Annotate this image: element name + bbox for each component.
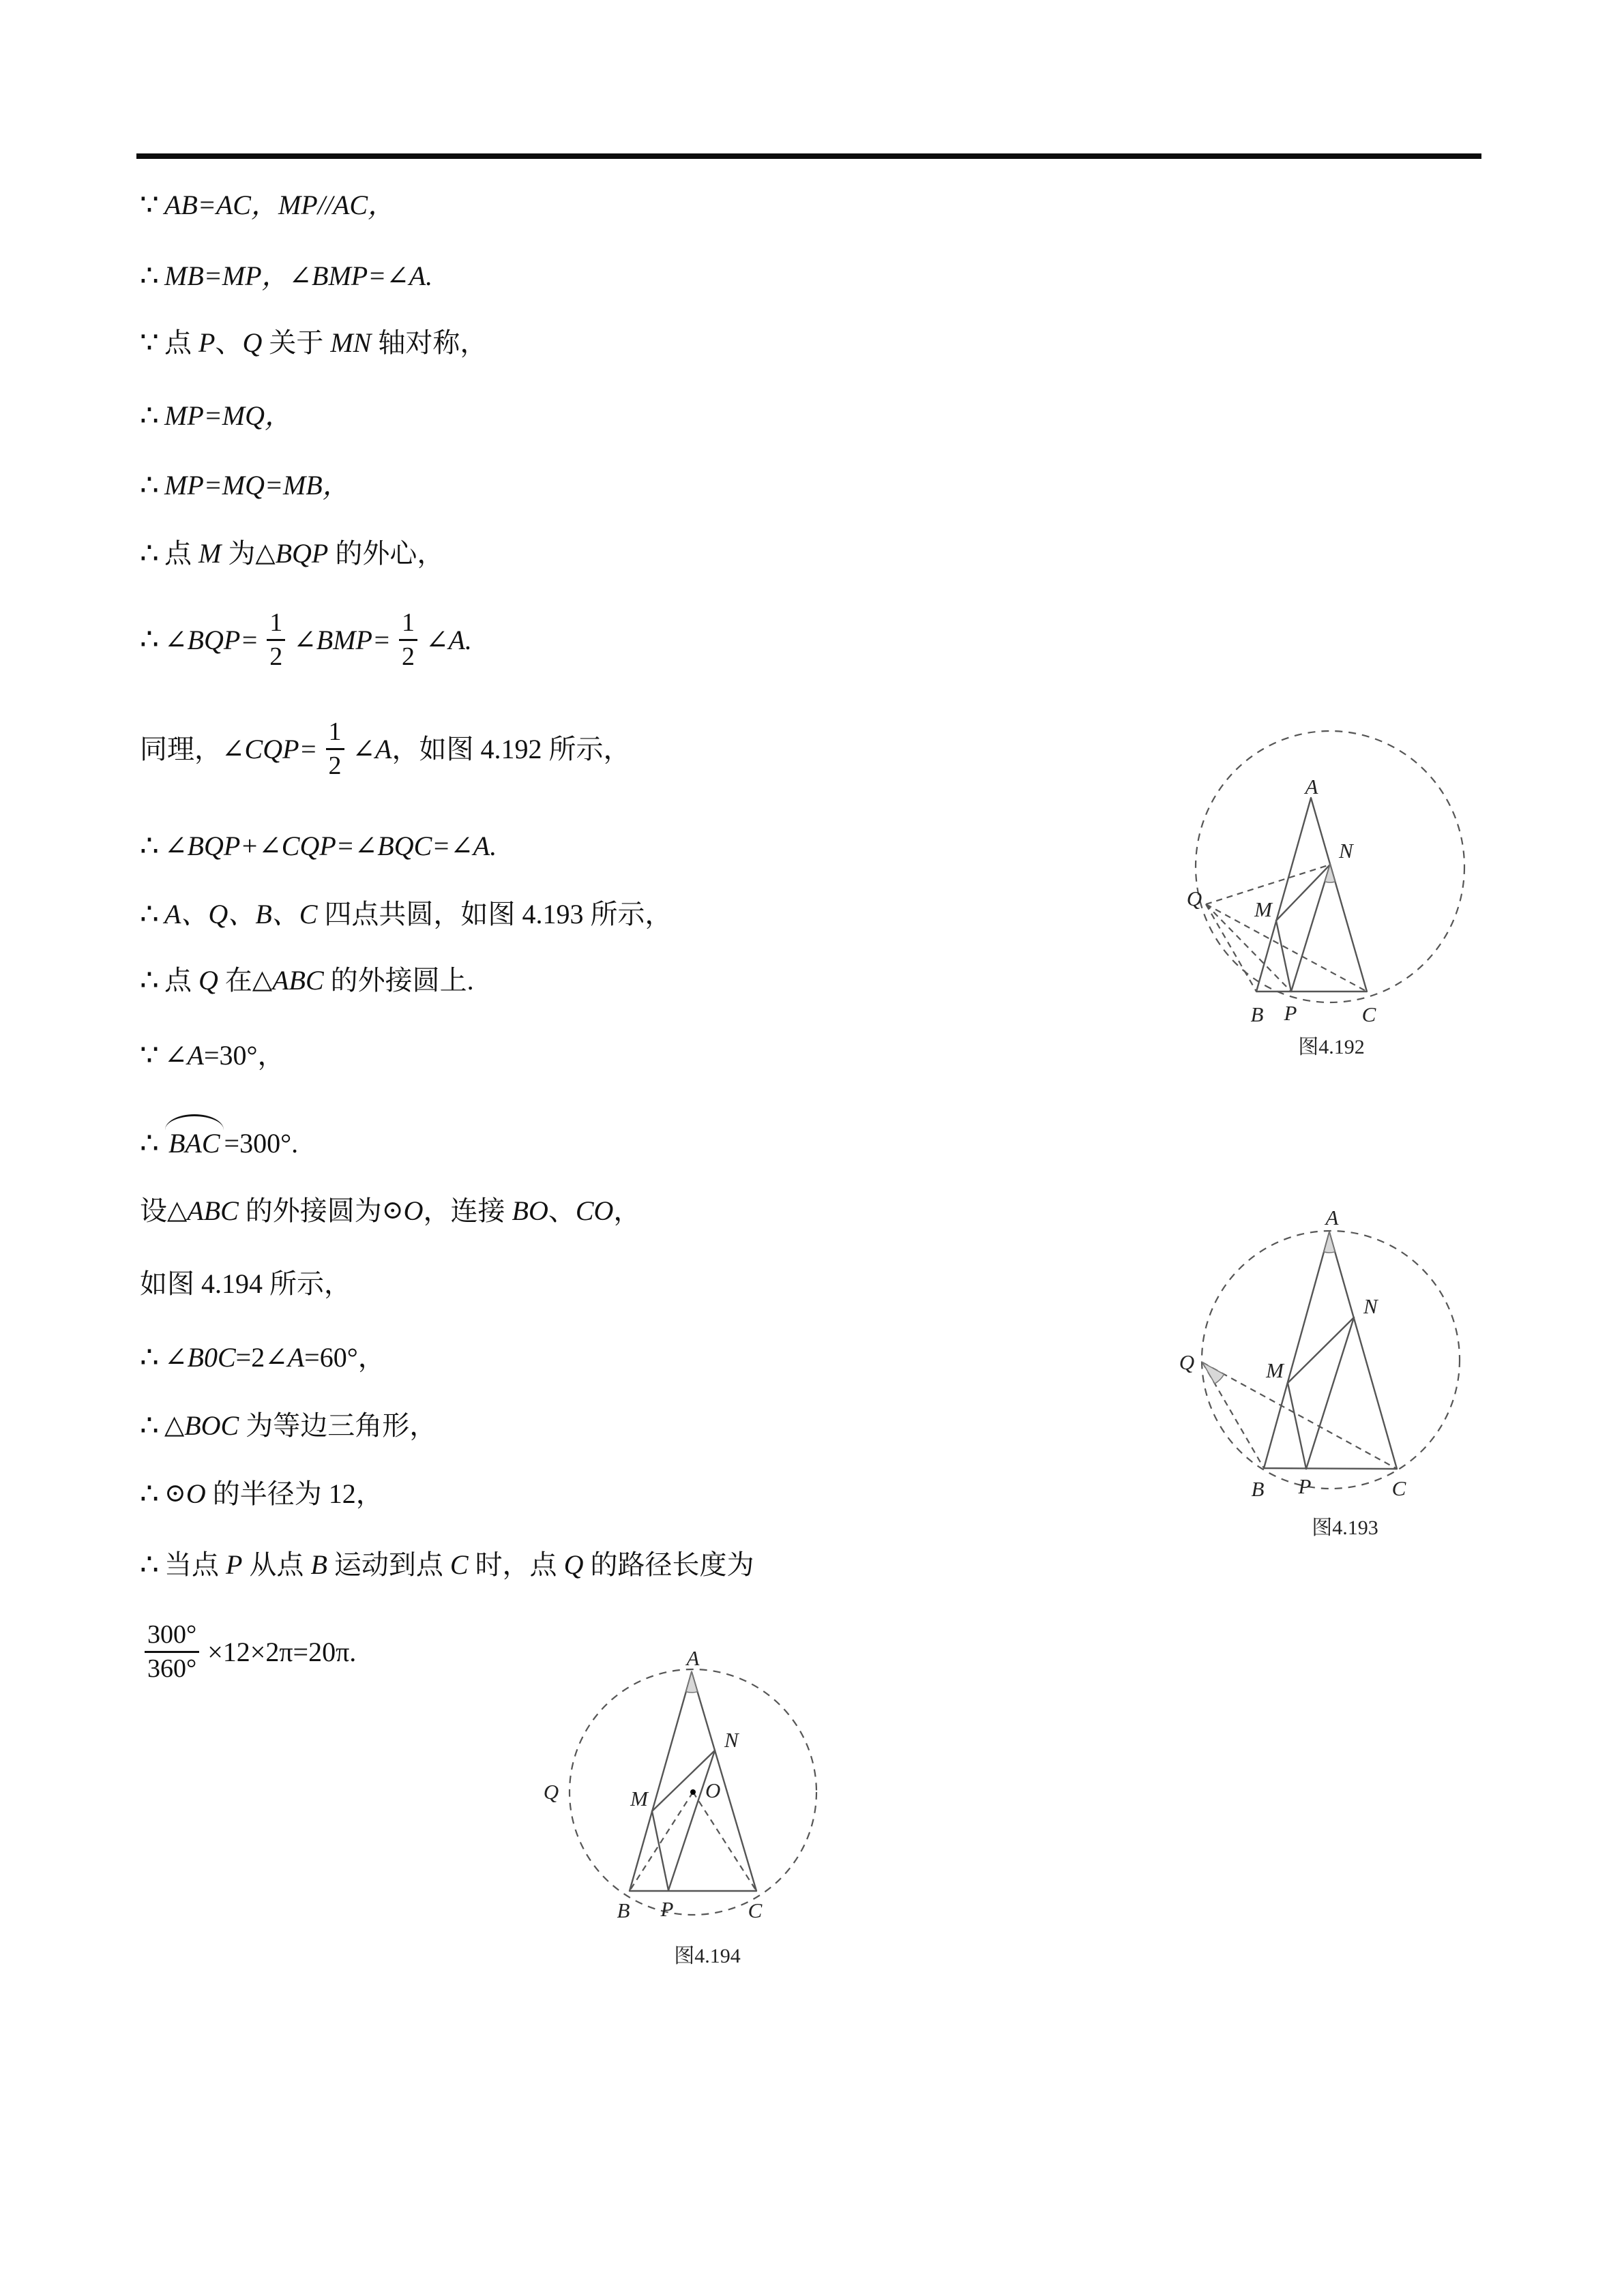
therefore-sign: ∴ (140, 1548, 159, 1581)
math-text: C (449, 1549, 469, 1581)
therefore-sign: ∴ (140, 897, 159, 931)
proof-line-12 (140, 1039, 285, 1073)
math-text: =30°， (203, 1040, 285, 1071)
point-label-B: B (1251, 1477, 1265, 1501)
cn-text: 点 (164, 538, 198, 569)
therefore-sign: ∴ (140, 1127, 159, 1160)
math-text: MN (330, 327, 372, 359)
math-text: P (198, 327, 216, 359)
math-text: B (310, 1549, 327, 1581)
point-label-A: A (1305, 775, 1318, 799)
math-text: Q (198, 965, 218, 996)
top-horizontal-rule (136, 153, 1481, 159)
math-text: ABC (187, 1195, 239, 1226)
circle-dot-symbol: ⊙ (381, 1196, 404, 1225)
cn-text: 的外接圆为 (238, 1195, 382, 1226)
point-label-Q: Q (1179, 1350, 1195, 1374)
therefore-sign: ∴ (140, 829, 159, 863)
therefore-sign: ∴ (140, 1341, 159, 1374)
figure-4-193 (1166, 1207, 1494, 1545)
fraction-numerator: 1 (401, 608, 415, 637)
cn-text: 的外心， (328, 538, 445, 569)
math-text: ∠A (265, 1342, 305, 1373)
therefore-sign: ∴ (140, 537, 159, 570)
proof-line-7 (140, 609, 472, 671)
math-text: BAC (168, 1128, 220, 1159)
cn-text: 为 (221, 538, 256, 569)
point-label-N: N (1363, 1294, 1378, 1318)
cn-text: 从点 (242, 1549, 311, 1581)
proof-line-20 (145, 1621, 356, 1683)
math-text: ∠A (352, 733, 392, 764)
math-text: BOC (184, 1410, 239, 1442)
math-text: ABC (272, 965, 324, 996)
angle-wedge-at-A (1324, 1232, 1335, 1253)
proof-line-9 (140, 829, 497, 864)
proof-line-2 (140, 259, 432, 294)
cn-text: 当点 (164, 1549, 226, 1581)
figure-ref-number: 4.193 (522, 899, 584, 930)
point-label-C: C (1361, 1002, 1376, 1026)
point-label-N: N (1339, 839, 1353, 863)
because-sign: ∵ (140, 1039, 159, 1072)
math-text: =60°， (304, 1342, 385, 1373)
segment-QC-dashed (1206, 904, 1367, 992)
figure-4-194 (539, 1637, 853, 1978)
proof-line-17 (140, 1409, 437, 1444)
proof-line-10 (140, 897, 672, 932)
segment-MP (1288, 1383, 1306, 1469)
therefore-sign: ∴ (140, 399, 159, 432)
triangle-ABC (630, 1672, 756, 1891)
triangle-symbol: △ (255, 539, 276, 568)
math-text: 12 (328, 1478, 356, 1510)
point-label-P: P (1284, 1001, 1297, 1025)
segment-QB-dashed (1206, 904, 1256, 992)
cn-text: 、 (215, 327, 243, 359)
fraction-one-half (267, 609, 285, 671)
cn-text: ，连接 (423, 1195, 512, 1226)
triangle-symbol: △ (252, 966, 273, 995)
math-text: =300°. (224, 1128, 299, 1159)
fraction-one-half (399, 609, 417, 671)
math-text: ∠BQP= (164, 624, 259, 655)
math-text: ∠BQP+∠CQP=∠BQC=∠A. (164, 831, 497, 862)
cn-text: 在 (218, 965, 252, 996)
math-text: Q (242, 327, 263, 359)
arc-over-BAC (168, 1128, 220, 1159)
therefore-sign: ∴ (140, 468, 159, 502)
math-text: ×12×2π=20π. (207, 1636, 357, 1667)
math-text: P (226, 1549, 243, 1581)
proof-line-18 (140, 1477, 383, 1512)
therefore-sign: ∴ (140, 1477, 159, 1510)
therefore-sign: ∴ (140, 623, 159, 657)
proof-line-4 (140, 399, 292, 434)
math-text: O (186, 1478, 206, 1510)
math-text: MP=MQ=MB， (164, 470, 350, 501)
point-label-A: A (1325, 1206, 1339, 1229)
fraction-numerator: 300° (147, 1620, 197, 1649)
proof-line-6 (140, 537, 444, 571)
cn-text: 四点共圆，如图 (317, 899, 522, 930)
cn-text: 所示， (542, 733, 631, 764)
cn-text: 同理， (140, 733, 222, 764)
figure-caption: 图4.193 (1312, 1517, 1378, 1539)
fraction-one-half (326, 718, 344, 780)
therefore-sign: ∴ (140, 964, 159, 997)
point-label-P: P (1298, 1474, 1312, 1498)
triangle-symbol: △ (167, 1196, 188, 1225)
point-label-B: B (1250, 1002, 1264, 1026)
math-text: Q (563, 1549, 584, 1581)
math-text: O (403, 1195, 424, 1226)
math-text: ∠A. (425, 624, 472, 655)
angle-wedge-at-Q (1202, 1362, 1224, 1384)
point-label-A: A (686, 1646, 700, 1670)
cn-text: 的路径长度为 (583, 1549, 754, 1581)
fraction-bar (145, 1651, 199, 1653)
proof-line-3 (140, 326, 487, 361)
segment-OC-dashed (693, 1792, 756, 1891)
point-label-M: M (630, 1787, 648, 1810)
segment-QC-dashed (1202, 1362, 1397, 1469)
segment-MP (1276, 921, 1291, 992)
proof-line-14 (140, 1195, 640, 1227)
because-sign: ∵ (140, 326, 159, 359)
fraction-bar (326, 748, 344, 750)
point-label-Q: Q (1186, 886, 1202, 910)
math-text: =2 (235, 1342, 265, 1373)
cn-text: 点 (164, 965, 198, 996)
fraction-numerator: 1 (328, 717, 342, 746)
cn-text: 点 (164, 327, 198, 359)
cn-text: ，如图 (392, 733, 481, 764)
point-label-O: O (705, 1778, 721, 1802)
point-label-M: M (1266, 1358, 1284, 1382)
cn-text: 如图 (140, 1268, 201, 1299)
math-text: MB=MP，∠BMP=∠A. (164, 260, 433, 292)
point-label-N: N (724, 1728, 739, 1752)
therefore-sign: ∴ (140, 1409, 159, 1442)
angle-wedge-at-A (686, 1672, 698, 1693)
point-label-P: P (660, 1897, 674, 1921)
fraction-numerator: 1 (269, 608, 283, 637)
math-text: ∠CQP= (222, 733, 318, 764)
fraction-denominator: 2 (269, 642, 283, 672)
triangle-ABC (1264, 1232, 1397, 1469)
cn-text: 、 (548, 1195, 576, 1226)
cn-text: 的外接圆上. (323, 965, 474, 996)
point-label-B: B (617, 1898, 630, 1922)
fraction-denominator: 360° (147, 1654, 197, 1684)
figure-ref-number: 4.192 (480, 733, 542, 764)
math-text: AB=AC，MP//AC， (164, 190, 396, 221)
fraction-bar (399, 639, 417, 641)
fraction-bar (267, 639, 285, 641)
proof-line-11 (140, 964, 474, 998)
fraction-denominator: 2 (328, 751, 342, 781)
math-text: M (198, 538, 222, 569)
figure-4-192 (1170, 709, 1477, 1064)
cn-text: 时，点 (468, 1549, 564, 1581)
triangle-symbol: △ (164, 1411, 185, 1440)
proof-line-5 (140, 468, 350, 503)
cn-text: 关于 (262, 327, 331, 359)
point-label-Q: Q (543, 1780, 559, 1804)
therefore-sign: ∴ (140, 259, 159, 293)
math-text: BO (512, 1195, 548, 1226)
cn-text: 轴对称， (371, 327, 488, 359)
circumcircle-dashed (1202, 1231, 1460, 1489)
math-text: ∠BMP= (293, 624, 391, 655)
figure-caption: 图4.194 (674, 1945, 741, 1967)
figure-caption: 图4.192 (1298, 1036, 1365, 1058)
math-text: BQP (275, 538, 329, 569)
center-point-O (690, 1789, 696, 1795)
math-text: A、Q、B、C (164, 899, 318, 930)
cn-text: ， (613, 1195, 641, 1226)
cn-text: ， (355, 1478, 383, 1510)
cn-text: 所示， (583, 899, 673, 930)
proof-line-8 (140, 718, 630, 780)
cn-text: 为等边三角形， (239, 1410, 437, 1442)
proof-line-15 (140, 1268, 351, 1300)
fraction-denominator: 2 (401, 642, 415, 672)
triangle-ABC (1256, 798, 1367, 992)
math-text: MP=MQ， (164, 400, 292, 432)
point-label-C: C (1391, 1476, 1406, 1500)
because-sign: ∵ (140, 188, 159, 222)
cn-text: 运动到点 (327, 1549, 450, 1581)
fraction-300-360 (145, 1621, 199, 1683)
point-label-M: M (1254, 897, 1272, 921)
arc-symbol (165, 1114, 224, 1130)
proof-line-19 (140, 1548, 754, 1583)
proof-line-13 (140, 1127, 298, 1161)
math-text: ∠B0C (164, 1342, 236, 1373)
figure-ref-number: 4.194 (201, 1268, 263, 1299)
point-label-C: C (748, 1898, 763, 1922)
math-text: ∠A (164, 1040, 204, 1071)
proof-line-16 (140, 1341, 385, 1375)
proof-line-1 (140, 188, 395, 223)
circle-dot-symbol: ⊙ (164, 1479, 186, 1508)
math-text: CO (575, 1195, 614, 1226)
cn-text: 的半径为 (205, 1478, 329, 1510)
cn-text: 设 (140, 1195, 167, 1226)
cn-text: 所示， (263, 1268, 351, 1299)
